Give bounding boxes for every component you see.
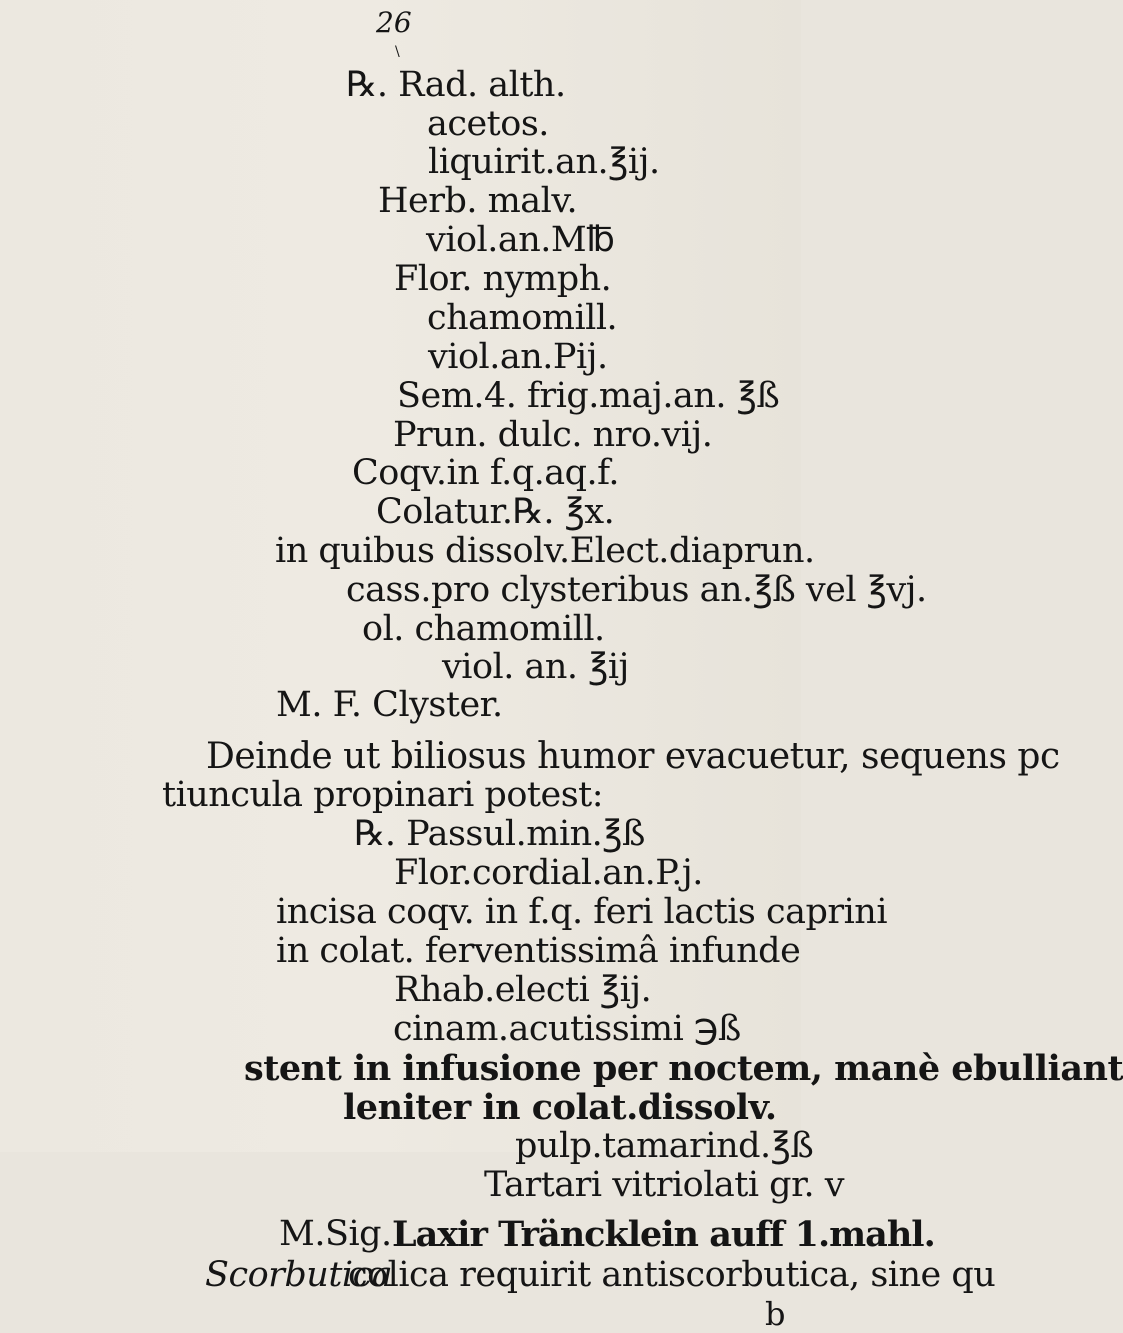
prescription-line: Prun. dulc. nro.vij. — [393, 415, 713, 455]
prescription-line: viol. an. ℥ij — [442, 647, 629, 687]
instruction-line: Deinde ut biliosus humor evacuetur, sequens pc — [206, 736, 1060, 777]
prescription-line: leniter in colat.dissolv. — [343, 1087, 777, 1128]
german-title: Laxir Träncklein auff 1.mahl. — [392, 1214, 935, 1255]
prescription-line: stent in infusione per noctem, manè ebulliant — [244, 1048, 1123, 1089]
prescription-line: M. F. Clyster. — [276, 685, 503, 725]
prescription-line: pulp.tamarind.℥ß — [515, 1126, 814, 1166]
signature-label: M.Sig. — [279, 1214, 392, 1254]
page-number: 26 — [376, 6, 412, 39]
section-text: colica requirit antiscorbutica, sine qu — [348, 1255, 996, 1295]
catchword: b — [765, 1295, 785, 1333]
prescription-line: Flor. nymph. — [394, 259, 612, 299]
signature-mark: \ — [395, 44, 400, 60]
prescription-line: ol. chamomill. — [362, 609, 605, 649]
prescription-line: viol.an.M℔ — [426, 220, 615, 260]
prescription-line: acetos. — [427, 104, 549, 144]
prescription-line: incisa coqv. in f.q. feri lactis caprini — [276, 892, 888, 932]
prescription-line: cass.pro clysteribus an.℥ß vel ℥vj. — [346, 570, 927, 610]
prescription-line: ℞. Passul.min.℥ß — [354, 814, 645, 854]
prescription-line: Tartari vitriolati gr. v — [484, 1165, 844, 1205]
prescription-line: in quibus dissolv.Elect.diaprun. — [275, 531, 815, 571]
prescription-line: Flor.cordial.an.P.j. — [394, 853, 703, 893]
prescription-line: cinam.acutissimi ℈ß — [393, 1009, 741, 1049]
instruction-line: tiuncula propinari potest: — [162, 775, 604, 815]
prescription-line: chamomill. — [427, 298, 618, 338]
prescription-line: ℞. Rad. alth. — [346, 65, 566, 105]
prescription-line: liquirit.an.℥ij. — [428, 142, 660, 182]
section-heading: Scorbutica — [205, 1255, 393, 1295]
prescription-line: Rhab.electi ℥ij. — [394, 970, 652, 1010]
prescription-line: Colatur.℞. ℥x. — [376, 492, 615, 532]
prescription-line: Sem.4. frig.maj.an. ℥ß — [397, 376, 780, 416]
prescription-line: Herb. malv. — [378, 181, 578, 221]
prescription-line: viol.an.Pij. — [428, 337, 608, 377]
prescription-line: in colat. ferventissimâ infunde — [276, 931, 801, 971]
prescription-line: Coqv.in f.q.aq.f. — [352, 453, 619, 493]
